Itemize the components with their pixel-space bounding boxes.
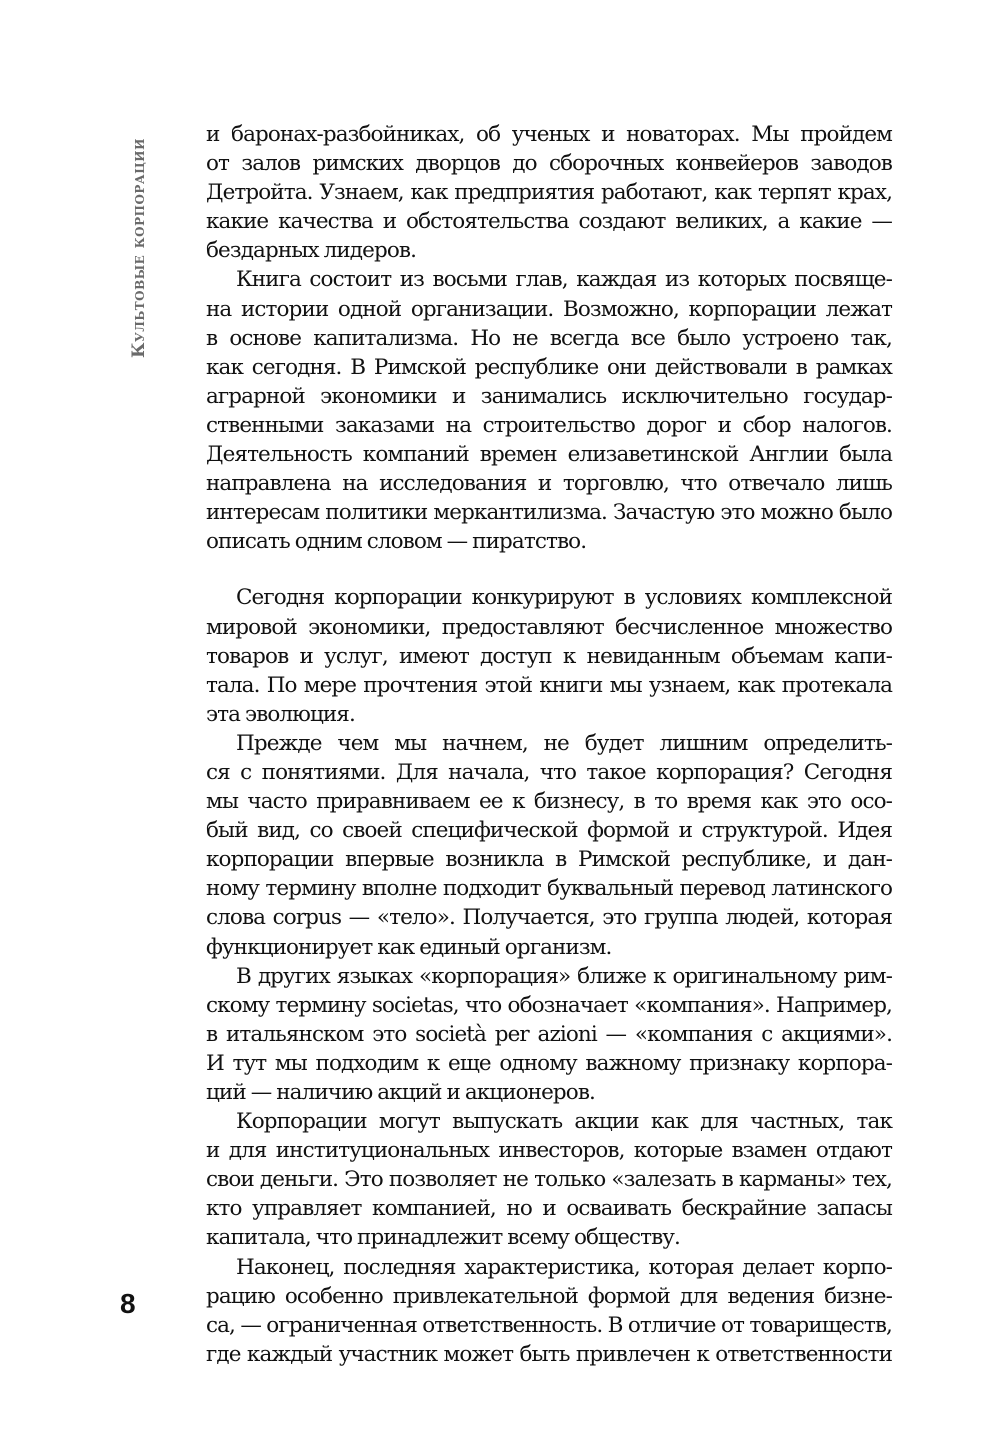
text-line: кто управляет компанией, но и осваивать бескрайние запасы — [206, 1196, 892, 1222]
text-line: и баронах-разбойниках, об ученых и новаторах. Мы пройдем — [206, 122, 892, 147]
text-line: ственными заказами на строительство дорог и сбор налогов. — [206, 412, 892, 438]
text-line: описать одним словом — пиратство. — [206, 529, 587, 555]
text-line: ся с понятиями. Для начала, что такое корпорация? Сегодня — [206, 759, 892, 785]
body-text — [206, 120, 892, 1369]
text-line: мы часто приравниваем ее к бизнесу, в то время как это осо- — [206, 789, 892, 815]
text-line: на истории одной организации. Возможно, корпорации лежат — [206, 296, 892, 322]
paragraph — [206, 583, 892, 728]
text-line: Прежде чем мы начнем, не будет лишним определить- — [236, 730, 892, 756]
paragraph — [206, 120, 892, 265]
text-line: в основе капитализма. Но не всегда все было устроено так, — [206, 325, 892, 351]
text-line: ному термину вполне подходит буквальный перевод латинского — [206, 876, 892, 902]
text-line: Корпорации могут выпускать акции как для частных, так — [236, 1109, 892, 1135]
paragraph-gap — [206, 556, 892, 583]
text-line: интересам политики меркантилизма. Зачастую это можно было — [206, 500, 892, 526]
text-line: Сегодня корпорации конкурируют в условиях комплексной — [236, 585, 892, 611]
text-line: как сегодня. В Римской республике они действовали в рамках — [206, 354, 892, 380]
text-line: В других языках «корпорация» ближе к оригинальному рим- — [236, 963, 892, 989]
text-line: тала. По мере прочтения этой книги мы узнаем, как протекала — [206, 672, 892, 698]
text-line: Деятельность компаний времен елизаветинской Англии была — [206, 442, 892, 468]
text-line: аграрной экономики и занимались исключительно государ- — [206, 383, 892, 409]
text-line: направлена на исследования и торговлю, что отвечало лишь — [206, 471, 892, 497]
paragraph — [206, 265, 892, 556]
text-line: са, — ограниченная ответственность. В отличие от товариществ, — [206, 1312, 892, 1338]
paragraph — [206, 1107, 892, 1252]
text-line: свои деньги. Это позволяет не только «залезать в карманы» тех, — [206, 1167, 892, 1193]
running-head — [122, 118, 156, 378]
text-line: в итальянском это società per azioni — «компания с акциями». — [206, 1021, 892, 1047]
text-line: мировой экономики, предоставляют бесчисленное множество — [206, 614, 892, 640]
text-line: бездарных лидеров. — [206, 238, 417, 264]
running-head-text: Культовые корпорации — [129, 138, 150, 358]
text-line: эта эволюция. — [206, 701, 355, 727]
text-line: Детройта. Узнаем, как предприятия работают, как терпят крах, — [206, 180, 892, 206]
text-line: скому термину societas, что обозначает «компания». Например, — [206, 992, 892, 1018]
text-line: капитала, что принадлежит всему обществу. — [206, 1225, 680, 1251]
text-line: корпорации впервые возникла в Римской республике, и дан- — [206, 847, 892, 873]
text-line: рацию особенно привлекательной формой для ведения бизне- — [206, 1283, 892, 1309]
text-line: где каждый участник может быть привлечен к ответственности — [206, 1341, 892, 1367]
text-line: от залов римских дворцов до сборочных конвейеров заводов — [206, 151, 892, 177]
text-line: Книга состоит из восьми глав, каждая из которых посвяще- — [236, 267, 892, 293]
text-line: товаров и услуг, имеют доступ к невиданным объемам капи- — [206, 643, 892, 669]
text-line: слова corpus — «тело». Получается, это группа людей, которая — [206, 905, 892, 931]
text-line: и для институциональных инвесторов, которые взамен отдают — [206, 1138, 892, 1164]
page-number: 8 — [120, 1288, 136, 1319]
paragraph — [206, 962, 892, 1107]
text-line: бый вид, со своей специфической формой и структурой. Идея — [206, 818, 892, 844]
text-line: какие качества и обстоятельства создают великих, а какие — — [206, 209, 892, 235]
text-line: ций — наличию акций и акционеров. — [206, 1080, 595, 1105]
text-line: функционирует как единый организм. — [206, 934, 612, 960]
paragraph — [206, 1253, 892, 1369]
paragraph — [206, 729, 892, 962]
text-line: Наконец, последняя характеристика, которая делает корпо- — [236, 1254, 892, 1280]
text-line: И тут мы подходим к еще одному важному признаку корпора- — [206, 1050, 892, 1076]
